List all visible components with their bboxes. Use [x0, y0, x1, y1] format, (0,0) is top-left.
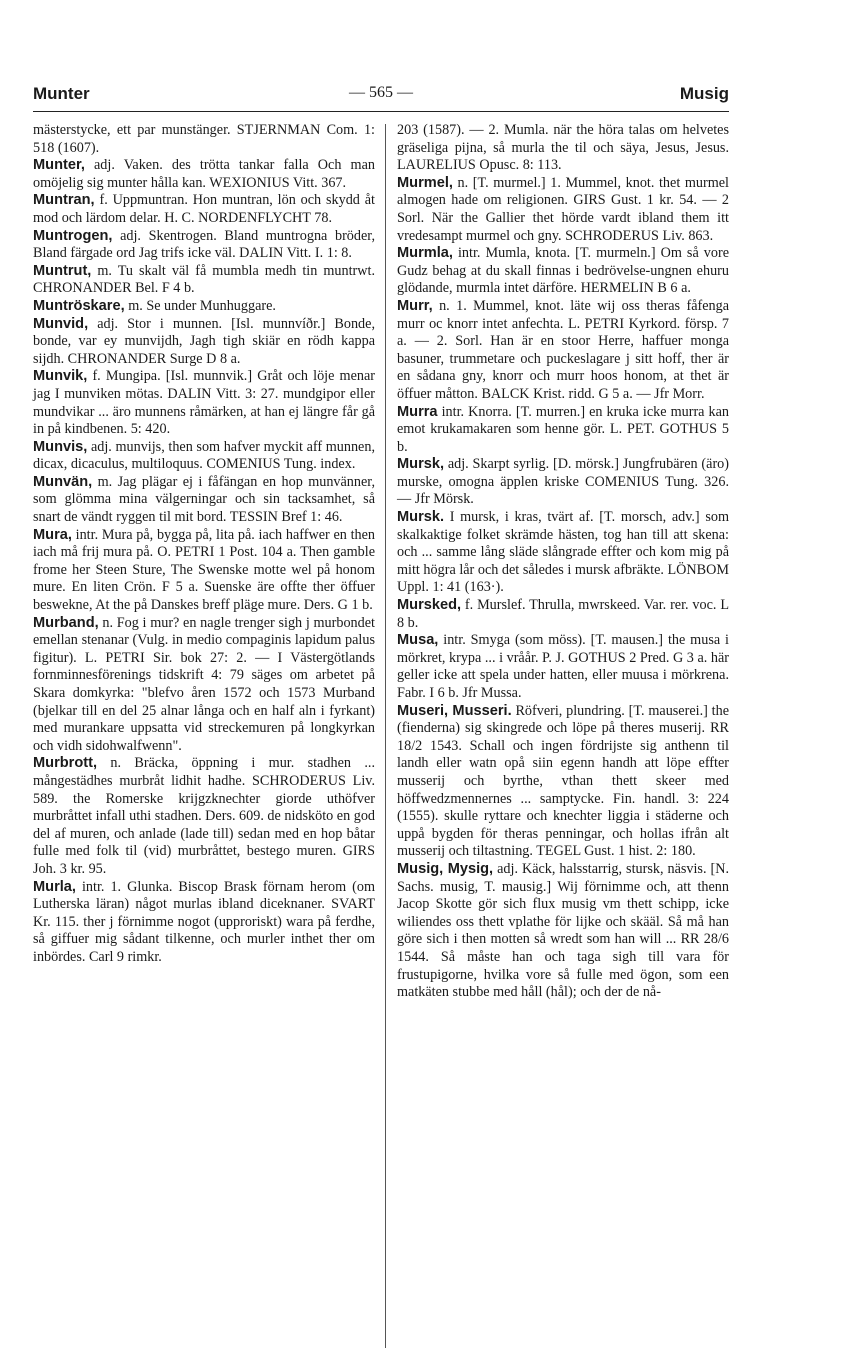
dictionary-entry — [33, 157, 375, 192]
dictionary-entry — [33, 879, 375, 967]
entry-text: intr. 1. Glunka. Biscop Brask förnam herom (om Lutherska läran) något murlas ibland diceknaner. SVART Kr. 115. ther j förnimme nogot (upproriskt) wara på ferdhe, så giffuer mig sådant tilkenne, och murler inthet ther om inbördes. Carl 9 rimkr. — [33, 878, 375, 965]
entry-headword: Murla, — [33, 878, 76, 895]
entry-headword: Munvid, — [33, 315, 89, 332]
dictionary-entry — [33, 228, 375, 263]
entry-text: intr. Mura på, bygga på, lita på. iach haffwer en then iach må frij mura på. O. PETRI 1 Post. 104 a. Then gamble frome her Steen Sture, The Swenske motte wel på honom mure. En liten Crön. F 5 a. Suenske äre offte ther öffuer beswekne, At the på Danskes breff pläge mure. Ders. G 1 b. — [33, 526, 375, 614]
running-head-right: Musig — [679, 84, 729, 103]
dictionary-entry — [397, 703, 729, 861]
entry-headword: Mura, — [33, 526, 72, 543]
dictionary-entry — [33, 755, 375, 878]
dictionary-entry — [33, 298, 375, 316]
left-column — [33, 122, 375, 967]
entry-headword: Mursk, — [397, 456, 445, 473]
entry-text: adj. Vaken. des trötta tankar falla Och man omöjelig sig munter hålla kan. WEXIONIUS Vitt. 367. — [33, 157, 375, 191]
dictionary-entry — [33, 474, 375, 527]
entry-headword: Munvän, — [33, 473, 93, 490]
right-continuation: 203 (1587). — 2. Mumla. när the höra talas om helvetes gräseliga pijna, så murla the til och säya, Jesus, Jesus. LAURELIUS Opusc. 8: 113. — [397, 122, 729, 174]
entry-headword: Murr, — [397, 297, 433, 314]
entry-text: m. Jag plägar ej i fåfängan en hop munvänner, som glömma mina välgerningar och sin tacksamhet, så snart de vändt ryggen til mit bord. TESSIN Bref 1: 46. — [33, 473, 375, 526]
dictionary-entry — [33, 263, 375, 298]
entry-text: n. Bräcka, öppning i mur. stadhen ... mångestädhes murbråt lidhit hadhe. SCHRODERUS Liv. 589. the Romerske krijgzknechter giorde uthöfver murbråttet infall uthi stadhen. Ders. 609. de nidsköto en god del af muren, och anlade (lade till) sedan med en hop båtar fulle med folk til (vid) murbråttet, bestego muren. GIRS Joh. 3 kr. 95. — [33, 755, 376, 877]
entry-headword: Muntrut, — [33, 262, 92, 279]
dictionary-entry — [33, 192, 375, 227]
entry-headword: Museri, Musseri. — [397, 702, 512, 719]
entry-headword: Musa, — [397, 632, 439, 649]
dictionary-entry — [397, 298, 729, 404]
entry-headword: Muntrogen, — [33, 227, 113, 244]
dictionary-entry — [33, 615, 375, 756]
entry-text: adj. Stor i munnen. [Isl. munnvíðr.] Bonde, bonde, var ey munvijdh, Jagh tigh skiär en rödh kappa sijdh. CHRONANDER Surge D 8 a. — [33, 315, 375, 367]
entry-headword: Munter, — [33, 157, 85, 174]
entry-headword: Murbrott, — [33, 755, 98, 772]
page-header — [33, 84, 729, 112]
entry-text: m. Tu skalt väl få mumbla medh tin muntrwt. CHRONANDER Bel. F 4 b. — [33, 262, 375, 297]
dictionary-entry — [397, 245, 729, 298]
right-column — [397, 122, 729, 1002]
entry-text: f. Uppmuntran. Hon muntran, lön och skydd åt mod och lärdom delar. H. C. NORDENFLYCHT 78. — [33, 192, 375, 226]
entry-text: m. Se under Munhuggare. — [124, 297, 276, 314]
dictionary-entry — [33, 439, 375, 474]
column-divider — [385, 124, 386, 1348]
entry-text: adj. Käck, halsstarrig, stursk, näsvis. [N. Sachs. musig, T. mausig.] Wij förnimme och, att thenn Jacop Skotte gör sich flux musig vm thett schipp, icke wiliendes oss thett vplathe för lijke och skääl. Så må han göre sich i then motten så wredt som han will ... RR 28/6 1544. Så måste han och taga sigh till vara för frustupigorne, hvilka vore så fulle med ögon, som een matkäten stubbe med håll (hål); och der de nå- — [397, 860, 729, 1001]
entry-text: n. 1. Mummel, knot. läte wij oss theras fåfenga murr oc knorr intet anfechta. L. PETRI Kyrkord. försp. 7 a. — 2. Sorl. Han är en stoor Herre, haffuer monga basuner, trummetare och puckeslagare j sitt hoff, ther är en sådana gny, knorr och murr hoos honom, at thet är öffuer måtton. BALCK Krist. ridd. G 5 a. — Jfr Morr. — [397, 297, 729, 402]
entry-headword: Murmla, — [397, 245, 453, 262]
dictionary-entry — [397, 456, 729, 509]
entry-headword: Mursk. — [397, 509, 445, 526]
dictionary-entry — [397, 597, 729, 632]
entry-text: intr. Smyga (som möss). [T. mausen.] the musa i mörkret, krypa ... i vråår. P. J. GOTHUS 2 Pred. G 3 a. här geller icke att spela under hatten, eller muusa i mörkrena. Fabr. I 6 b. Jfr Mussa. — [397, 632, 729, 701]
dictionary-entry — [397, 509, 729, 597]
dictionary-entry — [397, 861, 729, 1002]
entry-text: intr. Knorra. [T. murren.] en kruka icke murra kan emot krukamakaren som henne gör. L. PET. GOTHUS 5 b. — [397, 403, 729, 455]
entry-text: f. Murslef. Thrulla, mwrskeed. Var. rer. voc. L 8 b. — [397, 597, 729, 631]
entry-headword: Musig, Mysig, — [397, 860, 494, 877]
running-head-left: Munter — [33, 84, 90, 103]
entry-headword: Munvik, — [33, 368, 88, 385]
dictionary-entry — [33, 368, 375, 438]
entry-text: n. Fog i mur? en nagle trenger sigh j murbondet emellan stenanar (Vulg. in medio compaginis lapidum palus figitur). L. PETRI Sir. bok 27: 2. — I Västergötlands fornminnesförenings tidskrift 4: 79 säges om arbetet på Skara domkyrka: "blefvo åren 1572 och 1573 Murband (bjelkar till en del 25 alnar långa och en half aln i fyrkant) med murankare uppsatta vid streckemuren på longkyrkan och vidh sidohwalfwenn". — [33, 614, 375, 754]
entry-headword: Muntran, — [33, 192, 95, 209]
dictionary-entry — [33, 316, 375, 369]
entry-headword: Munvis, — [33, 438, 88, 455]
header-rule — [33, 111, 729, 112]
entry-text: f. Mungipa. [Isl. munnvik.] Gråt och löje menar jag I munviken mötas. DALIN Vitt. 3: 27. mundgipor eller mundvikar ... äro munnens råmärken, at han ej längre får gå in på kindbenen. 5: 420. — [33, 368, 375, 438]
entry-text: adj. Skarpt syrlig. [D. mörsk.] Jungfrubären (äro) murske, omogna äpplen kriske COMENIUS Tung. 326. — Jfr Mörsk. — [397, 456, 729, 508]
entry-text: intr. Mumla, knota. [T. murmeln.] Om så vore Gudz behag at du skall finnas i bedrövelse-ungnen ehuru glödande, murmla intet därföre. HERMELIN B 6 a. — [397, 245, 729, 297]
entry-headword: Muntröskare, — [33, 297, 125, 314]
entry-headword: Murra — [397, 403, 438, 420]
entry-text: adj. munvijs, then som hafver myckit aff munnen, dicax, dicaculus, multiloquus. COMENIUS Tung. index. — [33, 438, 375, 473]
dictionary-entry — [397, 404, 729, 457]
entry-text: Röfveri, plundring. [T. mauserei.] the (fienderna) sig skingrede och löpe på theres muserij. RR 18/2 1543. Schall och ingen fördrijste sig anthenn til landh eller watn opå siin egenn handh att löpe effter musserij och byrthe, vthan thett skeer med höffwedzmennernes ... samptycke. Fin. handl. 3: 224 (1555). skulle ryttare och knechter liggia i städerne och uppå bygden för theras penningar, och hollas ifrån alt musserij och tiltastning. TEGEL Gust. 1 hist. 2: 180. — [397, 702, 729, 860]
entry-text: adj. Skentrogen. Bland muntrogna bröder, Bland färgade ord Jag trifs icke väl. DALIN Vitt. I. 1: 8. — [33, 227, 375, 262]
dictionary-entry — [397, 632, 729, 702]
page-number: — 565 — — [349, 84, 413, 101]
dictionary-entry — [397, 175, 729, 245]
entry-text: n. [T. murmel.] 1. Mummel, knot. thet murmel almogen hade om religionen. GIRS Gust. 1 kr. 54. — 2 Sorl. När the Gallier thet hörde vardt ibland them itt vredesampt murmel och gny. SCHRODERUS Liv. 863. — [397, 174, 729, 244]
entry-headword: Murmel, — [397, 174, 453, 191]
left-continuation: mästerstycke, ett par munstänger. STJERNMAN Com. 1: 518 (1607). — [33, 122, 375, 156]
entry-text: I mursk, i kras, tvärt af. [T. morsch, adv.] som skalkaktige folket skrämde hästen, tog han till att skena: och ... samme lång släde slångrade effter och kom mig på mitt högra lår och det således i mursk afbräkte. LÖNBOM Uppl. 1: 41 (163·). — [397, 509, 729, 596]
dictionary-entry — [33, 527, 375, 615]
entry-headword: Murband, — [33, 614, 99, 631]
entry-headword: Mursked, — [397, 597, 462, 614]
